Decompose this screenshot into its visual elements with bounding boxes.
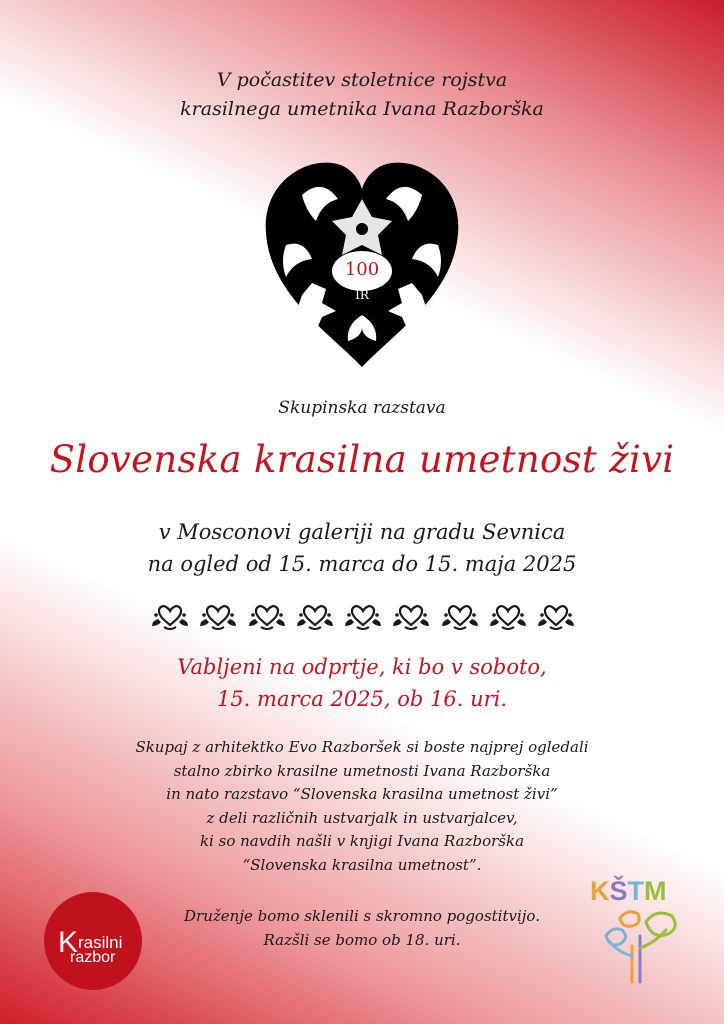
logo-big-letter: K (58, 926, 79, 959)
venue-line-2: na ogled od 15. marca do 15. maja 2025 (147, 552, 577, 576)
subtitle: Skupinska razstava (278, 398, 446, 418)
logo-word-2: razbor (70, 949, 116, 966)
exhibition-title: Slovenska krasilna umetnost živi (49, 438, 675, 481)
description-line: “Slovenska krasilna umetnost”. (242, 855, 482, 874)
kstm-letter: M (644, 876, 667, 906)
heart-ornament-icon (488, 603, 528, 631)
kstm-logo (588, 876, 684, 986)
kstm-letter: T (627, 876, 645, 906)
venue-line-1: v Mosconovi galeriji na gradu Sevnica (158, 520, 566, 544)
description-line: ki so navdih našli v knjigi Ivana Razborška (199, 832, 525, 850)
emblem-monogram: IR (355, 288, 369, 302)
heart-ornament-icon (295, 603, 335, 631)
intro-text (0, 66, 724, 124)
kstm-letter: Š (609, 876, 628, 906)
intro-line-1: V počastitev stoletnice rojstva (216, 69, 508, 91)
description-text (0, 736, 724, 877)
description-line: in nato razstavo “Slovenska krasilna umetnost živi” (166, 785, 558, 803)
invitation-line-1: Vabljeni na odprtje, ki bo v soboto, (177, 655, 547, 679)
kstm-wordmark (590, 876, 667, 907)
description-line: Skupaj z arhitektko Evo Razboršek si boste najprej ogledali (135, 738, 589, 756)
venue-text (0, 516, 724, 580)
kstm-letter: K (590, 876, 610, 906)
intro-line-2: krasilnega umetnika Ivana Razborška (180, 98, 544, 120)
description-line: z deli različnih ustvarjalk in ustvarjalcev, (206, 808, 518, 827)
ornament-divider (150, 603, 576, 631)
heart-ornament-icon (247, 603, 287, 631)
closing-line-1: Druženje bomo sklenili s skromno pogostitvijo. (184, 907, 540, 925)
ornamental-heart-icon (262, 155, 462, 370)
heart-ornament-icon (391, 603, 431, 631)
logo-word-rest: rasilni (78, 933, 123, 952)
krasilni-razbor-logo (44, 892, 142, 990)
closing-line-2: Razšli se bomo ob 18. uri. (263, 931, 461, 949)
heart-ornament-icon (343, 603, 383, 631)
invitation-line-2: 15. marca 2025, ob 16. uri. (216, 687, 508, 711)
heart-ornament-icon (198, 603, 238, 631)
tree-icon (596, 906, 680, 984)
heart-ornament-icon (440, 603, 480, 631)
invitation-text (0, 651, 724, 715)
description-line: stalno zbirko krasilne umetnosti Ivana Razborška (173, 761, 551, 780)
heart-ornament-icon (536, 603, 576, 631)
heart-ornament-icon (150, 603, 190, 631)
emblem-number: 100 (344, 259, 380, 280)
